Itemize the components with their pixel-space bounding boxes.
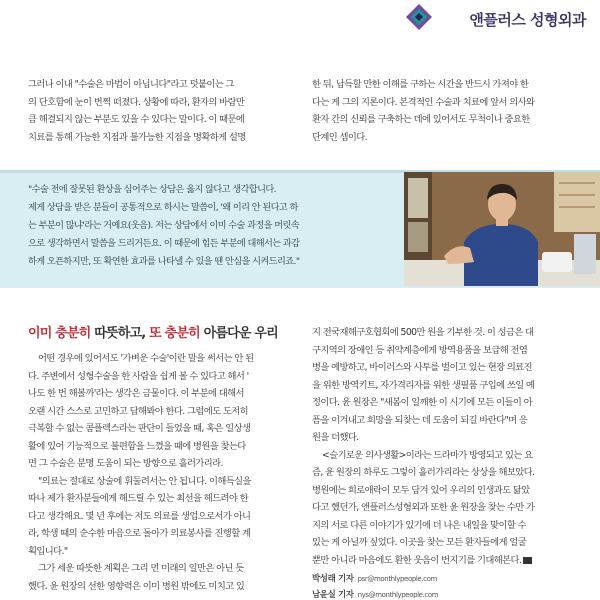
bottom-left-line: 했다. 윤 원장의 선한 영향력은 이미 병원 밖에도 미치고 있 xyxy=(28,580,245,592)
bottom-right-line: 있는 게 아닐까 싶었다. 이곳을 찾는 모든 환자들에게 얼굴 xyxy=(312,537,526,548)
top-right-line: 단계인 셈이다. xyxy=(312,131,367,143)
quote-line: 제게 상담을 받은 분들이 공통적으로 하시는 말씀이, '왜 이리 안 된다고 하 xyxy=(28,202,298,213)
bottom-left-line: "의료는 절대로 상술에 휘둘려서는 안 됩니다. 이해득실을 xyxy=(38,475,251,487)
bottom-left-line: 그가 세운 따뜻한 계획은 그리 먼 미래의 일만은 아닌 듯 xyxy=(38,563,244,574)
end-mark-icon xyxy=(523,557,532,564)
quote-line: 는 부분이 많냐'라는 거예요(웃음). 저는 상담에서 이미 수술 과정을 머릿속 xyxy=(28,220,300,231)
bottom-left-line: 획입니다." xyxy=(28,545,68,557)
byline-2-name: 남윤실 기자 xyxy=(312,590,354,600)
top-right-line: 한 뒤, 납득할 만한 이해를 구하는 시간을 반드시 가져야 한 xyxy=(312,79,529,90)
top-left-line: 그러나 이내 "수술은 마법이 아닙니다"라고 덧붙이는 그 xyxy=(28,79,234,90)
bottom-right-line: 병을 예방하고, 바이러스와 사투를 벌이고 있는 현장 의료진 xyxy=(312,362,532,373)
bottom-left-line: 따나 제가 환자분들에게 해드릴 수 있는 최선을 해드려야 한 xyxy=(28,493,248,504)
pull-quote xyxy=(28,181,416,271)
top-right-line: 다는 게 그의 지론이다. 본격적인 수술과 치료에 앞서 의사와 xyxy=(312,96,535,108)
bottom-right-line: 픔을 이겨내고 희망을 되찾는 데 도움이 되길 바란다"며 응 xyxy=(312,414,528,426)
top-left-line: 치료를 통해 가능한 지점과 불가능한 지점을 명확하게 설명 xyxy=(28,131,246,143)
doctor-consultation-image xyxy=(404,172,600,286)
bottom-left-line: 어떤 경우에 있어서도 '가벼운 수술'이란 말을 써서는 안 된 xyxy=(38,353,254,364)
byline-2 xyxy=(312,588,438,600)
bottom-right-line: 지 전국재해구호협회에 500만 원을 기부한 것. 이 성금은 대 xyxy=(312,327,534,338)
doctor-photo xyxy=(404,172,600,286)
byline-1-email: psr@monthlypeople.com xyxy=(357,575,437,583)
bottom-left-line: 라, 학생 때의 순수한 마음으로 돌아가 의료봉사를 진행할 계 xyxy=(28,528,251,539)
heading-part-4: 아름다운 우리 xyxy=(199,326,278,341)
quote-line: "수술 전에 잘못된 환상을 심어주는 상담은 옳지 않다고 생각합니다. xyxy=(28,184,276,195)
article-column-bottom-left xyxy=(28,350,304,595)
bottom-left-line: 활에 있어 기능적으로 불편함을 느꼈을 때에 병원을 찾는다 xyxy=(28,440,246,452)
byline-2-email: nys@monthlypeople.com xyxy=(357,591,439,599)
bottom-right-line: 을 위한 방역키트, 자가격리자를 위한 생필품 구입에 쓰일 예 xyxy=(312,379,535,391)
bottom-right-line: 원을 더했다. xyxy=(312,432,359,443)
bottom-right-line: 지의 서로 다른 이야기가 있기에 더 나은 내일을 맞이할 수 xyxy=(312,519,526,531)
clinic-logo-icon xyxy=(406,4,432,30)
bottom-right-line: 병원에는 희로애락이 모두 담겨 있어 우리의 인생과도 닮았 xyxy=(312,484,530,496)
bottom-left-line: 극복할 수 없는 콤플렉스라는 판단이 들었을 때, 혹은 일상생 xyxy=(28,423,251,434)
top-left-line: 의 단호함에 눈이 번쩍 떠졌다. 상황에 따라, 환자의 바람만 xyxy=(28,96,245,108)
quote-line: 으로 생각하면서 말씀을 드리거든요. 이 때문에 힘든 부분에 대해서는 과감 xyxy=(28,238,300,249)
bottom-right-line: 다고 했던가, 앤플러스성형외과 또한 윤 원장을 찾는 수만 가 xyxy=(312,502,535,513)
article-column-top-right xyxy=(312,76,582,146)
byline-1-name: 박성래 기자 xyxy=(312,574,354,584)
bottom-right-line: 뿐만 아니라 마음에도 환한 웃음이 번지기를 기대해본다. xyxy=(312,552,582,570)
bottom-right-line: <슬기로운 의사생활>이라는 드라마가 방영되고 있는 요 xyxy=(322,449,533,461)
heading-part-2: 따뜻하고, xyxy=(90,326,150,341)
clinic-brand-name: 앤플러스 성형외과 xyxy=(469,11,586,29)
top-left-line: 큼 해결되지 않는 부분도 있을 수 있다는 말이다. 이 때문에 xyxy=(28,114,245,125)
top-right-line: 환자 간의 신뢰를 구축하는 데에 있어서도 무척이나 중요한 xyxy=(312,114,530,125)
quote-line: 하게 오픈하지만, 또 확연한 효과를 나타낼 수 있을 땐 안심을 시켜드리죠." xyxy=(28,256,300,267)
article-column-bottom-right xyxy=(312,324,582,569)
bottom-right-line: 구지역의 장애인 등 취약계층에게 방역용품을 보급해 전염 xyxy=(312,344,528,356)
bottom-right-line: 정이다. 윤 원장은 "새봄이 일깨한 이 시기에 모든 이들이 아 xyxy=(312,397,532,408)
heading-part-1: 이미 충분히 xyxy=(28,326,91,341)
bottom-right-line: 즘, 윤 원장의 하루도 그렇이 흘러가리라는 상상을 해보았다. xyxy=(312,467,535,478)
section-heading xyxy=(28,322,278,341)
bottom-left-line: 오랜 시간 스스로 고민하고 답해봐야 한다. 그럼에도 도저히 xyxy=(28,405,248,417)
bottom-left-line: 다. 주변에서 성형수술을 한 사람을 쉽게 볼 수 있다고 해서 ' xyxy=(28,370,249,382)
header xyxy=(380,0,600,36)
bottom-left-line: 면 그 수술은 분명 도움이 되는 방향으로 흘러가리라. xyxy=(28,458,223,469)
heading-part-3: 또 충분히 xyxy=(149,326,200,341)
article-column-top-left xyxy=(28,76,304,146)
bottom-left-line: 나도 한 번 해볼까'라는 생각은 금물이다. 이 부분에 대해서 xyxy=(28,388,244,399)
bottom-left-line: 다고 생각해요. 몇 년 후에는 저도 의료를 생업으로서가 아니 xyxy=(28,510,251,522)
byline-1 xyxy=(312,572,437,584)
